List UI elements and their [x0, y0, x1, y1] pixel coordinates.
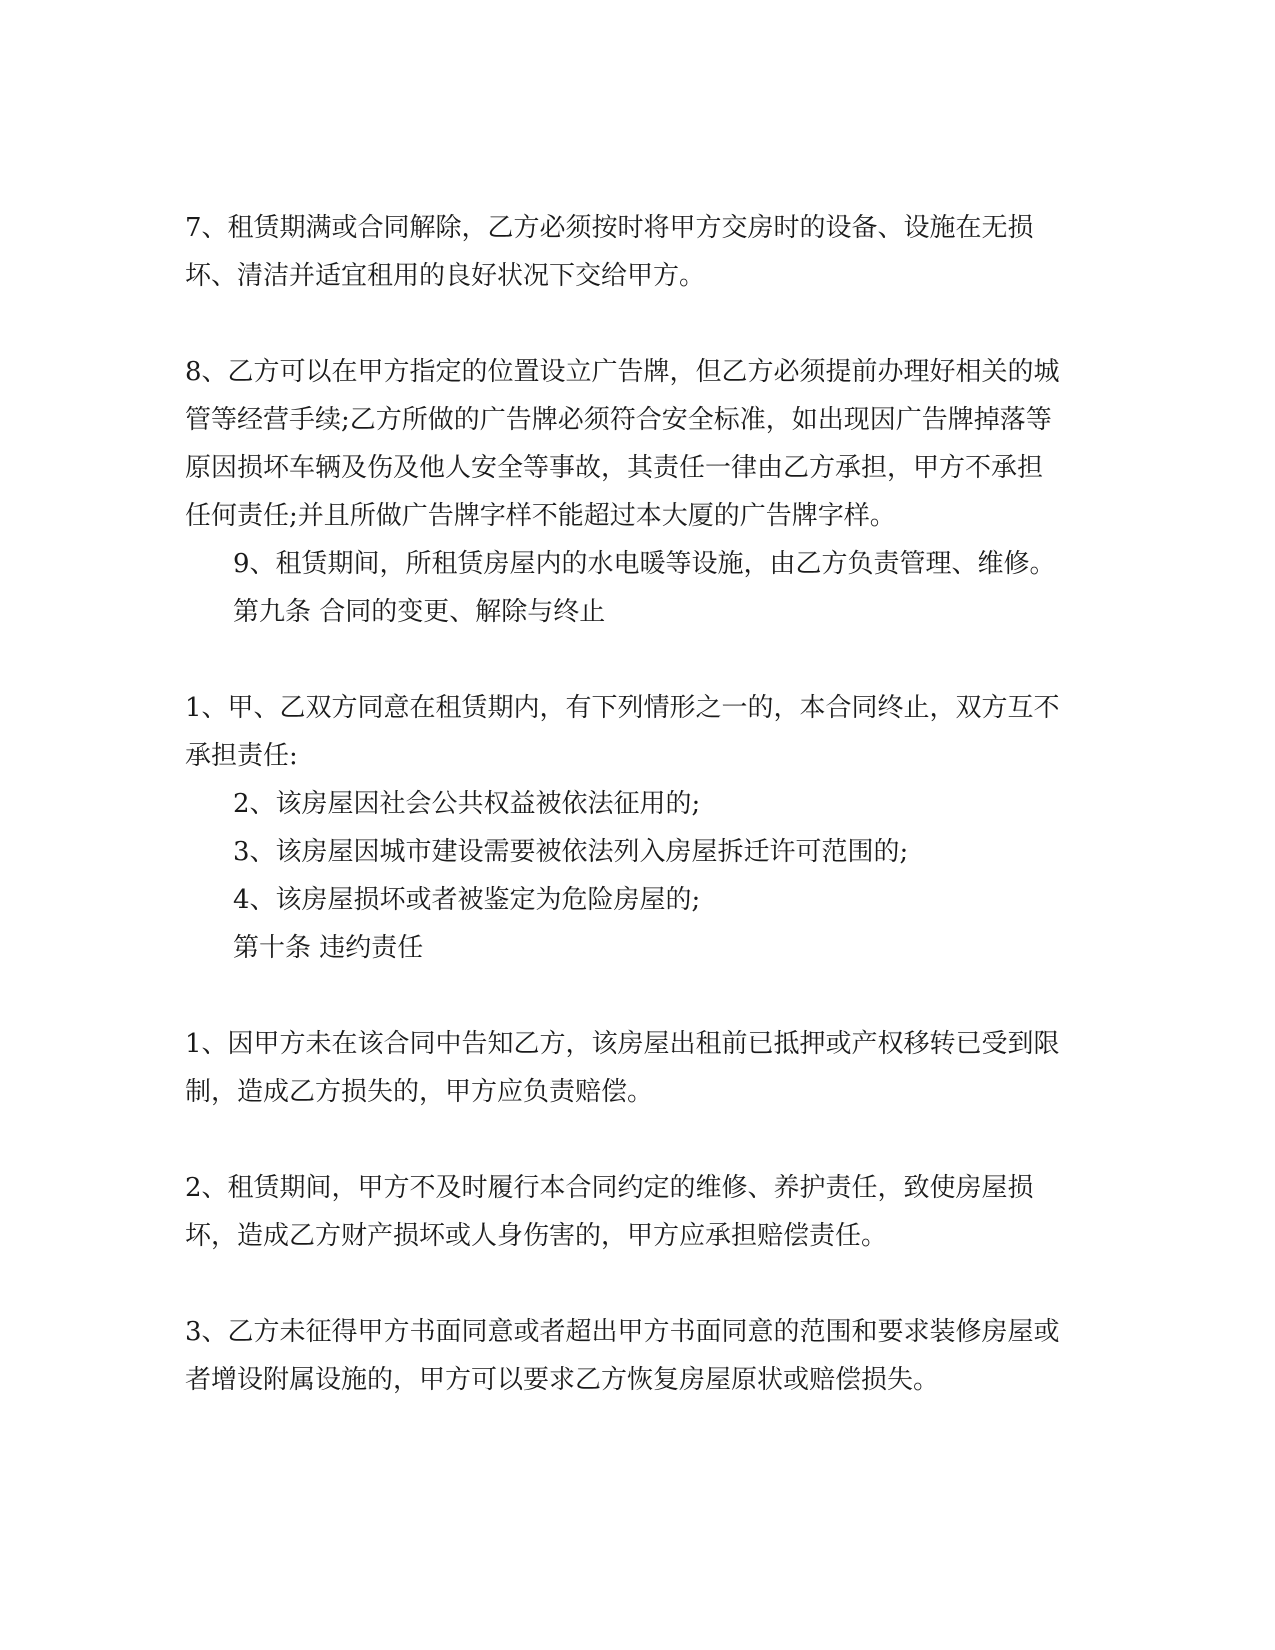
paragraph-clause-8: 8、乙方可以在甲方指定的位置设立广告牌，但乙方必须提前办理好相关的城管等经营手续;乙方所做的广告牌必须符合安全标准，如出现因广告牌掉落等原因损坏车辆及伤及他人安全等事故，其责任一律由乙方承担，甲方不承担任何责任;并且所做广告牌字样不能超过本大厦的广告牌字样。: [185, 357, 1060, 531]
paragraph-termination-4: 4、该房屋损坏或者被鉴定为危险房屋的;: [233, 885, 701, 915]
paragraph-clause-7: 7、租赁期满或合同解除，乙方必须按时将甲方交房时的设备、设施在无损坏、清洁并适宜租用的良好状况下交给甲方。: [185, 213, 1034, 291]
paragraph-liability-3: 3、乙方未征得甲方书面同意或者超出甲方书面同意的范围和要求装修房屋或者增设附属设施的，甲方可以要求乙方恢复房屋原状或赔偿损失。: [185, 1317, 1060, 1395]
section-heading-article-9: 第九条 合同的变更、解除与终止: [233, 597, 606, 627]
paragraph-gap: [185, 972, 1065, 1020]
paragraph-gap: [185, 1260, 1065, 1308]
paragraph-gap: [185, 636, 1065, 684]
paragraph-clause-9: 9、租赁期间，所租赁房屋内的水电暖等设施，由乙方负责管理、维修。: [233, 549, 1056, 579]
paragraph-gap: [185, 300, 1065, 348]
paragraph-liability-1: 1、因甲方未在该合同中告知乙方，该房屋出租前已抵押或产权移转已受到限制，造成乙方损失的，甲方应负责赔偿。: [185, 1029, 1060, 1107]
paragraph-termination-3: 3、该房屋因城市建设需要被依法列入房屋拆迁许可范围的;: [233, 837, 909, 867]
paragraph-termination-2: 2、该房屋因社会公共权益被依法征用的;: [233, 789, 701, 819]
paragraph-termination-1: 1、甲、乙双方同意在租赁期内，有下列情形之一的，本合同终止，双方互不承担责任:: [185, 693, 1060, 771]
section-heading-article-10: 第十条 违约责任: [233, 933, 424, 963]
paragraph-liability-2: 2、租赁期间，甲方不及时履行本合同约定的维修、养护责任，致使房屋损坏，造成乙方财产损坏或人身伤害的，甲方应承担赔偿责任。: [185, 1173, 1034, 1251]
document-body: [185, 204, 1065, 1404]
paragraph-gap: [185, 1116, 1065, 1164]
